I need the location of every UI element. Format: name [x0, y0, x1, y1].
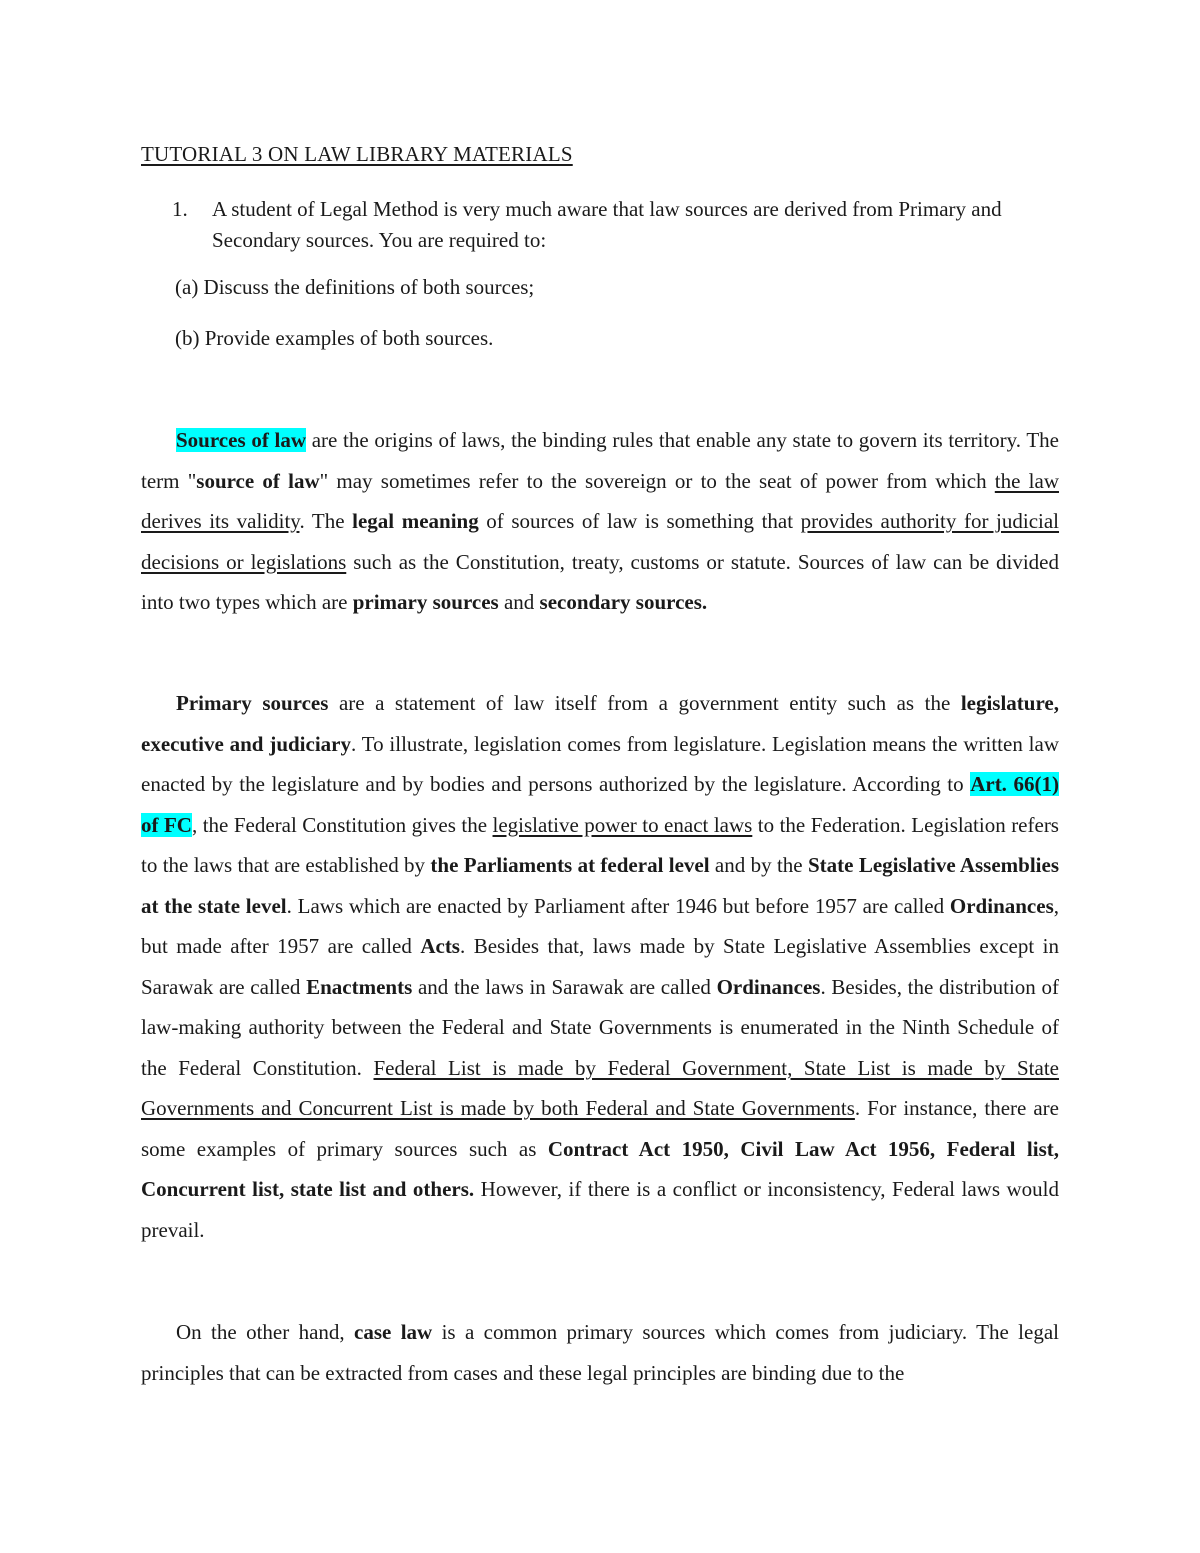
highlight-sources-of-law: Sources of law [176, 428, 307, 452]
paragraph-case-law: On the other hand, case law is a common primary sources which comes from judiciary. The legal principles that can be extracted from cases and these legal principles are binding due to the [141, 1320, 1059, 1385]
question-part-a: (a) Discuss the definitions of both sources; [175, 275, 535, 299]
paragraph-sources-of-law: Sources of law are the origins of laws, the binding rules that enable any state to govern its territory. The term "source of law" may sometimes refer to the sovereign or to the seat of power from which the law derives its validity. The legal meaning of sources of law is something that provides authority for judicial decisions or legislations such as the Constitution, treaty, customs or statute. Sources of law can be divided into two types which are primary sources and secondary sources. [141, 428, 1060, 614]
document-title: TUTORIAL 3 ON LAW LIBRARY MATERIALS [141, 142, 573, 166]
paragraph-primary-sources: Primary sources are a statement of law itself from a government entity such as the legislature, executive and judiciary. To illustrate, legislation comes from legislature. Legislation means the written law enacted by the legislature and by bodies and persons authorized by the legislature. According to Art. 66(1) of FC, the Federal Constitution gives the legislative power to enact laws to the Federation. Legislation refers to the laws that are established by the Parliaments at federal level and by the State Legislative Assemblies at the state level. Laws which are enacted by Parliament after 1946 but before 1957 are called Ordinances, but made after 1957 are called Acts. Besides that, laws made by State Legislative Assemblies except in Sarawak are called Enactments and the laws in Sarawak are called Ordinances. Besides, the distribution of law-making authority between the Federal and State Governments is enumerated in the Ninth Schedule of the Federal Constitution. Federal List is made by Federal Government, State List is made by State Governments and Concurrent List is made by both Federal and State Governments. For instance, there are some examples of primary sources such as Contract Act 1950, Civil Law Act 1956, Federal list, Concurrent list, state list and others. However, if there is a conflict or inconsistency, Federal laws would prevail. [141, 691, 1060, 1242]
question-text: A student of Legal Method is very much aware that law sources are derived from Primary and Secondary sources. You are required to: [212, 197, 1002, 252]
question-number: 1. [172, 197, 188, 221]
question-part-b: (b) Provide examples of both sources. [175, 326, 494, 350]
highlight-art-66: Art. 66(1) of FC [141, 772, 1059, 837]
